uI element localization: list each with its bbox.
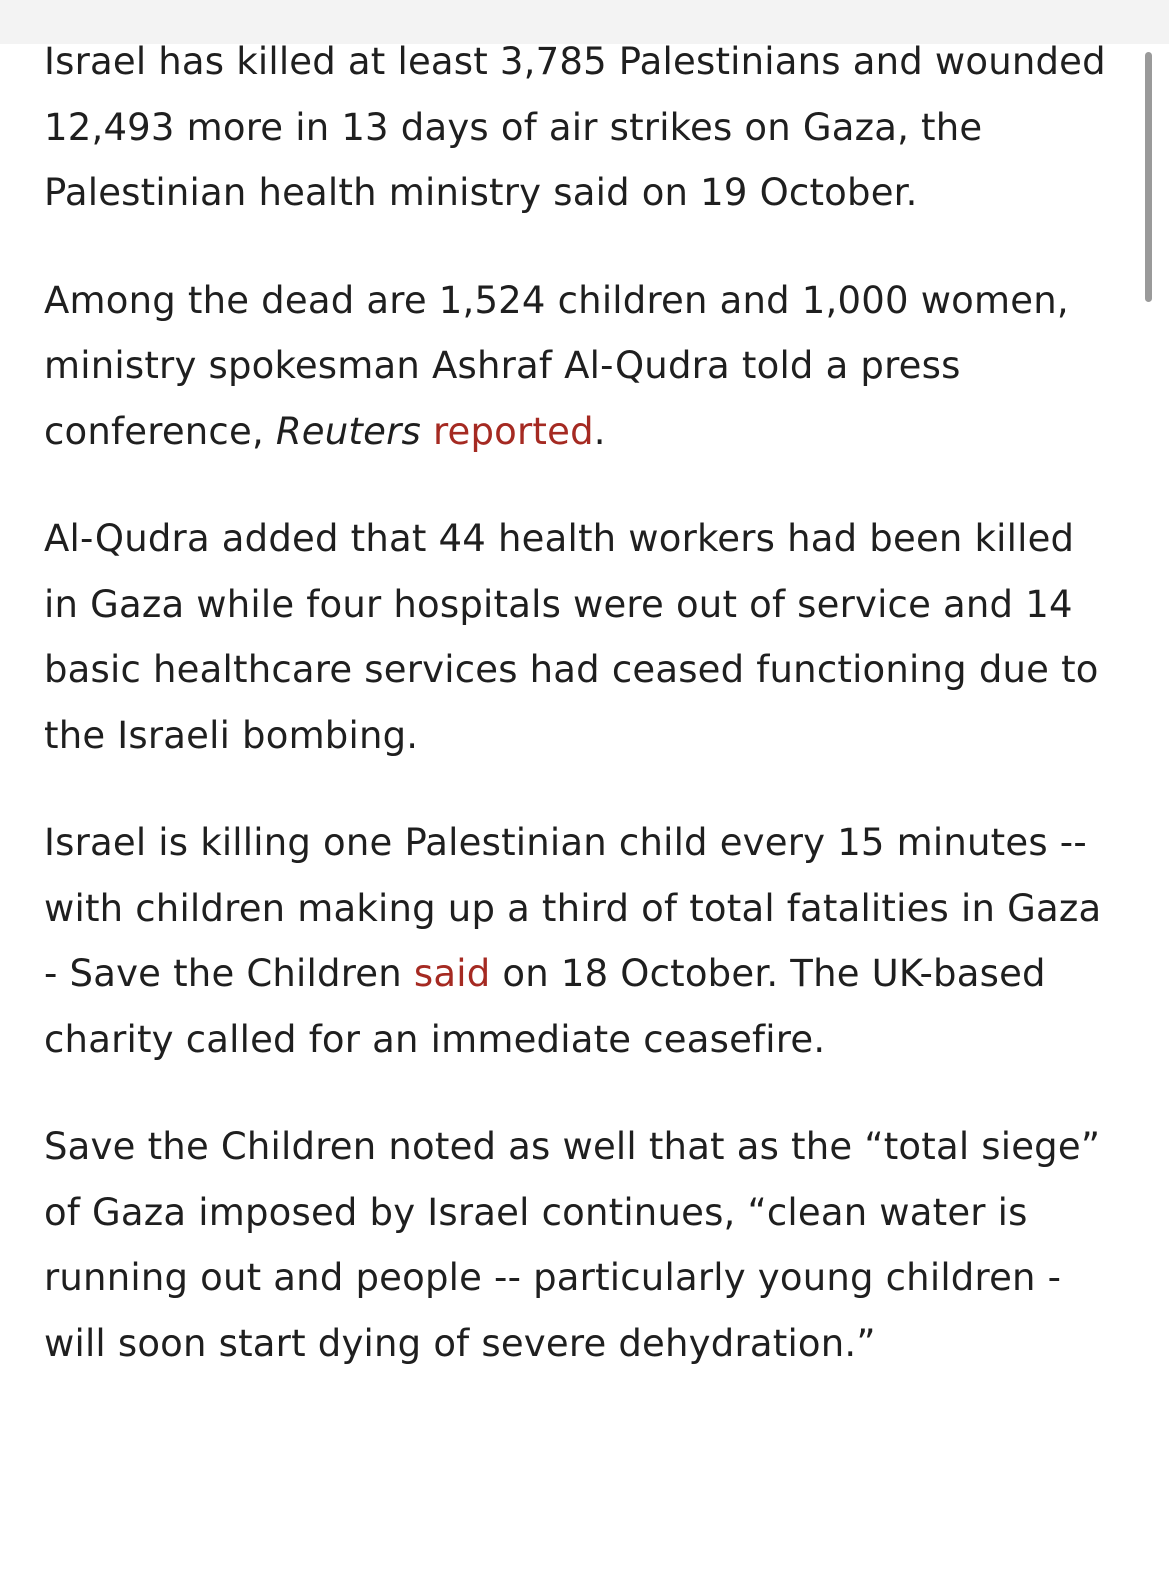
article-body — [44, 29, 1119, 1376]
paragraph-save-the-children-end: on 18 October. The UK-based charity called for an immediate ceasefire. — [44, 952, 1046, 1061]
paragraph-save-the-children-text: Israel is killing one Palestinian child every 15 minutes -- with children making up a third of total fatalities in Gaza - Save the Children — [44, 821, 1102, 995]
scrollbar-thumb[interactable] — [1145, 52, 1152, 302]
period: . — [593, 409, 606, 453]
paragraph-health-workers-text: Al-Qudra added that 44 health workers had been killed in Gaza while four hospitals were out of service and 14 basic healthcare services had ceased functioning due to the Israeli bombing. — [44, 517, 1099, 757]
paragraph-siege-text: Save the Children noted as well that as the “total siege” of Gaza imposed by Israel continues, “clean water is running out and people -- particularly young children - will soon start dying of severe dehydration.” — [44, 1125, 1101, 1365]
reported-link[interactable]: reported — [432, 409, 594, 453]
said-link[interactable]: said — [413, 952, 491, 995]
source-name: Reuters — [275, 409, 421, 453]
paragraph-save-the-children — [44, 810, 1119, 1072]
paragraph-health-workers — [44, 506, 1119, 768]
paragraph-dead-breakdown — [44, 268, 1119, 465]
paragraph-dead-breakdown-text: Among the dead are 1,524 children and 1,000 women, ministry spokesman Ashraf Al-Qudra told a press conference, — [44, 278, 1069, 453]
paragraph-siege — [44, 1114, 1119, 1376]
paragraph-casualties-text: Israel has killed at least 3,785 Palestinians and wounded 12,493 more in 13 days of air strikes on Gaza, the Palestinian health ministry said on 19 October. — [44, 40, 1106, 214]
paragraph-casualties — [44, 29, 1119, 226]
